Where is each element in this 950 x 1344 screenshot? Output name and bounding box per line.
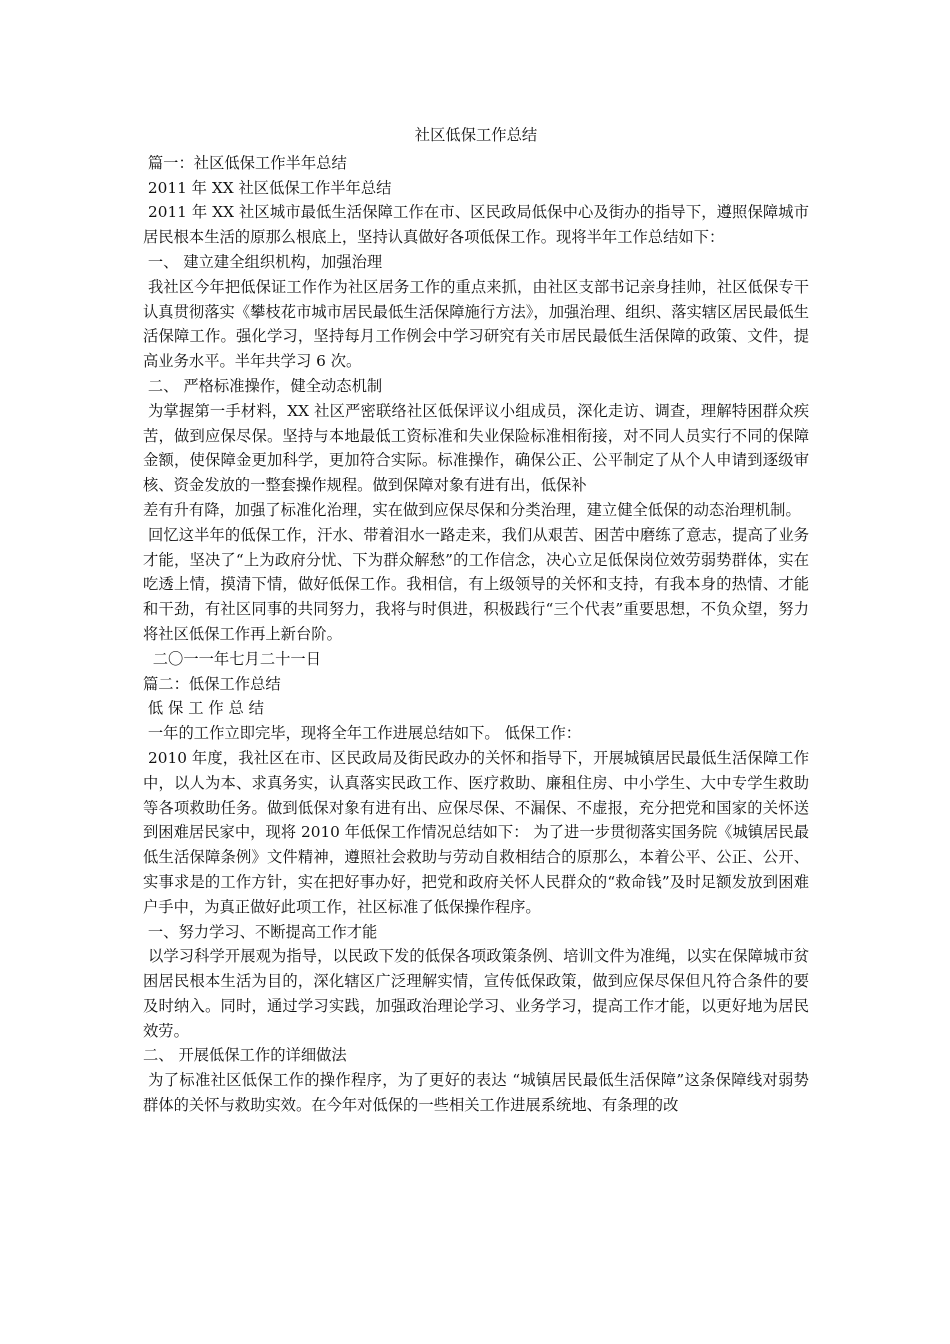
paragraph-18: 为了标准社区低保工作的操作程序，为了更好的表达 “城镇居民最低生活保障”这条保障线对弱势群体的关怀与救助实效。在今年对低保的一些相关工作进展系统地、有条理的改 [143,1071,809,1115]
paragraph-14: 2010 年度，我社区在市、区民政局及街民政办的关怀和指导下，开展城镇居民最低生活保障工作中，以人为本、求真务实，认真落实民政工作、医疗救助、廉租住房、中小学生、大中专学生救助等各项救助任务。做到低保对象有进有出、应保尽保、不漏保、不虚报，充分把党和国家的关怀送到困难居民家中，现将 2010 年低保工作情况总结如下： 为了进一步贯彻落实国务院《城镇居民最低生活保障条例》文件精神，遵照社会救助与劳动自救相结合的原那么，本着公平、公正、公开、实事求是的工作方针，实在把好事办好，把党和政府关怀人民群众的“救命钱”及时足额发放到困难户手中，为真正做好此项工作，社区标准了低保操作程序。 [143,748,809,916]
paragraph-13: 一年的工作立即完毕，现将全年工作进展总结如下。 低保工作： [143,724,582,743]
document-page [143,123,809,1118]
paragraph-17: 二、 开展低保工作的详细做法 [143,1046,347,1065]
paragraph-1: 篇一：社区低保工作半年总结 [143,153,347,172]
document-title: 社区低保工作总结 [414,126,538,144]
paragraph-2: 2011 年 XX 社区低保工作半年总结 [143,178,392,197]
paragraph-5: 我社区今年把低保证工作作为社区居务工作的重点来抓，由社区支部书记亲身挂帅，社区低保专干认真贯彻落实《攀枝花市城市居民最低生活保障施行方法》，加强治理、组织、落实辖区居民最低生活保障工作。强化学习，坚持每月工作例会中学习研究有关市居民最低生活保障的政策、文件，提高业务水平。半年共学习 6 次。 [143,277,809,371]
paragraph-11: 篇二：低保工作总结 [143,674,281,693]
paragraph-9: 回忆这半年的低保工作，汗水、带着泪水一路走来，我们从艰苦、困苦中磨练了意志，提高了业务才能，坚决了“上为政府分忧、下为群众解愁”的工作信念，决心立足低保岗位效劳弱势群体，实在吃透上情，摸清下情，做好低保工作。我相信，有上级领导的关怀和支持，有我本身的热情、才能和干劲，有社区同事的共同努力，我将与时俱进，积极践行“三个代表”重要思想，不负众望，努力将社区低保工作再上新台阶。 [143,525,809,643]
paragraph-3: 2011 年 XX 社区城市最低生活保障工作在市、区民政局低保中心及街办的指导下，遵照保障城市居民根本生活的原那么根底上，坚持认真做好各项低保工作。现将半年工作总结如下： [143,203,809,247]
paragraph-16: 以学习科学开展观为指导，以民政下发的低保各项政策条例、培训文件为准绳，以实在保障城市贫困居民根本生活为目的，深化辖区广泛理解实情，宣传低保政策，做到应保尽保但凡符合条件的要及时纳入。同时，通过学习实践，加强政治理论学习、业务学习，提高工作才能，以更好地为居民效劳。 [143,947,809,1040]
paragraph-4: 一、 建立建全组织机构，加强治理 [143,252,383,271]
paragraph-6: 二、 严格标准操作，健全动态机制 [143,376,383,395]
paragraph-15: 一、努力学习、不断提高工作才能 [143,922,378,941]
paragraph-10: 二〇一一年七月二十一日 [143,649,322,668]
paragraph-8: 差有升有降，加强了标准化治理，实在做到应保尽保和分类治理，建立健全低保的动态治理机制。 [143,500,801,519]
paragraph-12: 低 保 工 作 总 结 [143,699,264,718]
paragraph-7: 为掌握第一手材料，XX 社区严密联络社区低保评议小组成员，深化走访、调查，理解特困群众疾苦，做到应保尽保。坚持与本地最低工资标准和失业保险标准相衔接，对不同人员实行不同的保障金额，使保障金更加科学，更加符合实际。标准操作，确保公正、公平制定了从个人申请到逐级审核、资金发放的一整套操作规程。做到保障对象有进有出，低保补 [143,401,809,495]
